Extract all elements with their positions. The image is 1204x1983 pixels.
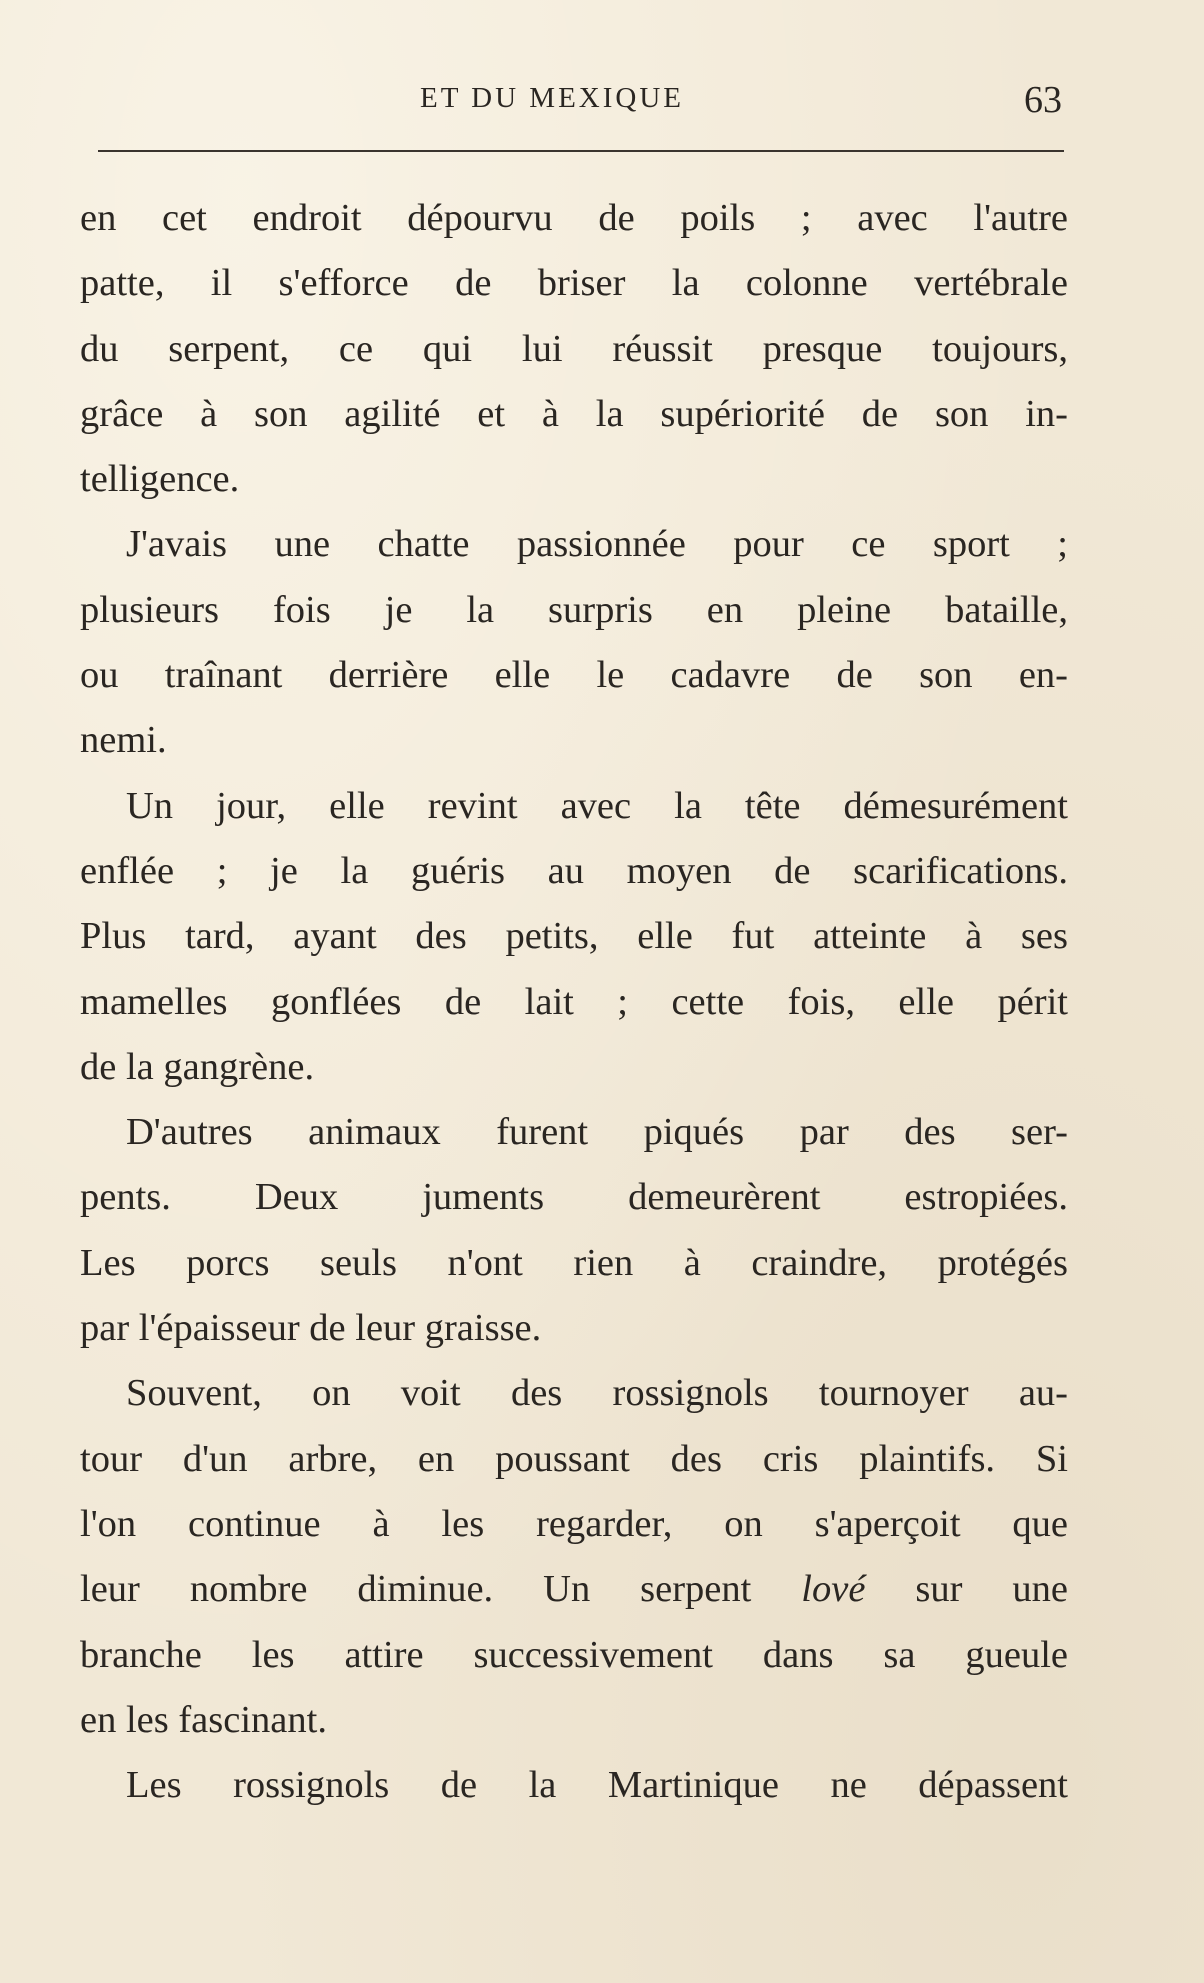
text-line: du serpent, ce qui lui réussit presque toujours, <box>80 327 1068 370</box>
text-line: patte, il s'efforce de briser la colonne vertébrale <box>80 262 1068 305</box>
text-line: Les porcs seuls n'ont rien à craindre, protégés <box>80 1241 1068 1284</box>
text-line: tour d'un arbre, en poussant des cris plaintifs. Si <box>80 1437 1068 1480</box>
text-line: mamelles gonflées de lait ; cette fois, elle périt <box>80 980 1068 1023</box>
header-rule <box>98 150 1064 152</box>
text-line: grâce à son agilité et à la supériorité de son in- <box>80 392 1068 435</box>
text-line-with-italic <box>80 1557 1068 1622</box>
italic-word: lové <box>801 1568 866 1611</box>
text-line: Les rossignols de la Martinique ne dépassent <box>126 1764 1068 1807</box>
text-line: de la gangrène. <box>80 1045 315 1088</box>
text-line: Souvent, on voit des rossignols tournoyer au- <box>126 1372 1068 1415</box>
text-line: telligence. <box>80 458 240 501</box>
text-line: en cet endroit dépourvu de poils ; avec l'autre <box>80 197 1068 239</box>
text-segment: sur une <box>865 1568 1068 1611</box>
text-line: Un jour, elle revint avec la tête démesurément <box>126 784 1068 827</box>
text-line: plusieurs fois je la surpris en pleine bataille, <box>80 588 1068 631</box>
running-head-title: ET DU MEXIQUE <box>420 82 684 114</box>
text-line: Plus tard, ayant des petits, elle fut atteinte à ses <box>80 915 1068 958</box>
text-segment: leur nombre diminue. Un serpent <box>80 1568 802 1611</box>
text-line: l'on continue à les regarder, on s'aperçoit que <box>80 1502 1068 1545</box>
text-line: enflée ; je la guéris au moyen de scarifications. <box>80 849 1068 892</box>
text-line: branche les attire successivement dans sa gueule <box>80 1633 1068 1676</box>
text-line: pents. Deux juments demeurèrent estropiées. <box>80 1176 1068 1219</box>
text-line: par l'épaisseur de leur graisse. <box>80 1307 542 1350</box>
text-line: nemi. <box>80 719 167 762</box>
text-line: J'avais une chatte passionnée pour ce sport ; <box>126 523 1068 566</box>
page-number: 63 <box>1024 79 1062 121</box>
body-text <box>80 186 1068 1818</box>
text-line: D'autres animaux furent piqués par des ser- <box>126 1111 1068 1154</box>
text-line: ou traînant derrière elle le cadavre de son en- <box>80 654 1068 697</box>
text-line: en les fascinant. <box>80 1698 327 1741</box>
running-head <box>0 78 1204 128</box>
